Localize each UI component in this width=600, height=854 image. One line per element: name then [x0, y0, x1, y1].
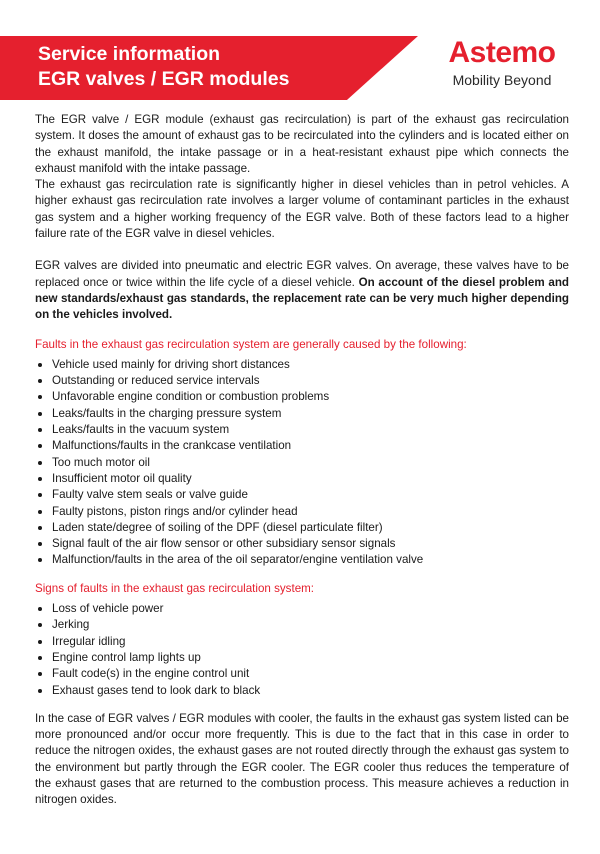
list-item: Loss of vehicle power — [35, 601, 569, 617]
list-item: Insufficient motor oil quality — [35, 471, 569, 487]
list-item: Outstanding or reduced service intervals — [35, 373, 569, 389]
list-item: Malfunctions/faults in the crankcase ventilation — [35, 438, 569, 454]
list-item: Signal fault of the air flow sensor or other subsidiary sensor signals — [35, 536, 569, 552]
list-item: Faulty pistons, piston rings and/or cylinder head — [35, 504, 569, 520]
signs-list — [35, 601, 569, 699]
brand-logo — [432, 36, 572, 88]
signs-heading: Signs of faults in the exhaust gas recirculation system: — [35, 581, 315, 595]
list-item: Unfavorable engine condition or combustion problems — [35, 389, 569, 405]
intro-paragraph-2: The exhaust gas recirculation rate is significantly higher in diesel vehicles than in petrol vehicles. A higher exhaust gas recirculation rate involves a larger volume of contaminant particles in the exhaust gas system and a higher working frequency of the EGR valve. Both of these factors lead to a higher failure rate of the EGR valve in diesel vehicles. — [35, 178, 569, 241]
faults-heading: Faults in the exhaust gas recirculation system are generally caused by the following: — [35, 337, 467, 351]
list-item: Laden state/degree of soiling of the DPF (diesel particulate filter) — [35, 520, 569, 536]
faults-list — [35, 357, 569, 569]
list-item: Vehicle used mainly for driving short distances — [35, 357, 569, 373]
list-item: Faulty valve stem seals or valve guide — [35, 487, 569, 503]
intro-paragraph-1: The EGR valve / EGR module (exhaust gas recirculation) is part of the exhaust gas recirculation system. It doses the amount of exhaust gas to be recirculated into the cylinders and is located either on the exhaust manifold, the intake passage or in a heat-resistant exhaust pipe which connects the exhaust manifold with the intake passage. — [35, 113, 569, 175]
intro-paragraph-3-emphasis: On account of the diesel problem and new standards/exhaust gas standards, the replacement rate can be very much higher depending on the vehicles involved. — [35, 275, 569, 322]
document-body — [35, 112, 569, 809]
page-title — [38, 42, 289, 92]
title-line-2: EGR valves / EGR modules — [38, 68, 290, 90]
closing-paragraph: In the case of EGR valves / EGR modules with cooler, the faults in the exhaust gas system listed can be more pronounced and/or occur more frequently. This is due to the fact that in this case in order to reduce the nitrogen oxides, the exhaust gases are not routed directly through the exhaust gas system to the environment but partly through the EGR cooler. The EGR cooler thus reduces the temperature of the exhaust gases that are returned to the combustion process. This measure achieves a reduction in nitrogen oxides. — [35, 711, 569, 807]
title-line-1: Service information — [38, 43, 221, 65]
brand-tagline: Mobility Beyond — [452, 72, 552, 88]
list-item: Irregular idling — [35, 634, 569, 650]
list-item: Malfunction/faults in the area of the oil separator/engine ventilation valve — [35, 552, 569, 568]
list-item: Leaks/faults in the vacuum system — [35, 422, 569, 438]
brand-name: Astemo — [448, 36, 556, 69]
intro-paragraph-3 — [35, 258, 569, 323]
list-item: Too much motor oil — [35, 455, 569, 471]
list-item: Engine control lamp lights up — [35, 650, 569, 666]
intro-paragraph-3-text: EGR valves are divided into pneumatic and electric EGR valves. On average, these valves have to be replaced once or twice within the life cycle of a diesel vehicle. — [35, 259, 569, 289]
list-item: Fault code(s) in the engine control unit — [35, 666, 569, 682]
list-item: Exhaust gases tend to look dark to black — [35, 683, 569, 699]
list-item: Leaks/faults in the charging pressure system — [35, 406, 569, 422]
list-item: Jerking — [35, 617, 569, 633]
